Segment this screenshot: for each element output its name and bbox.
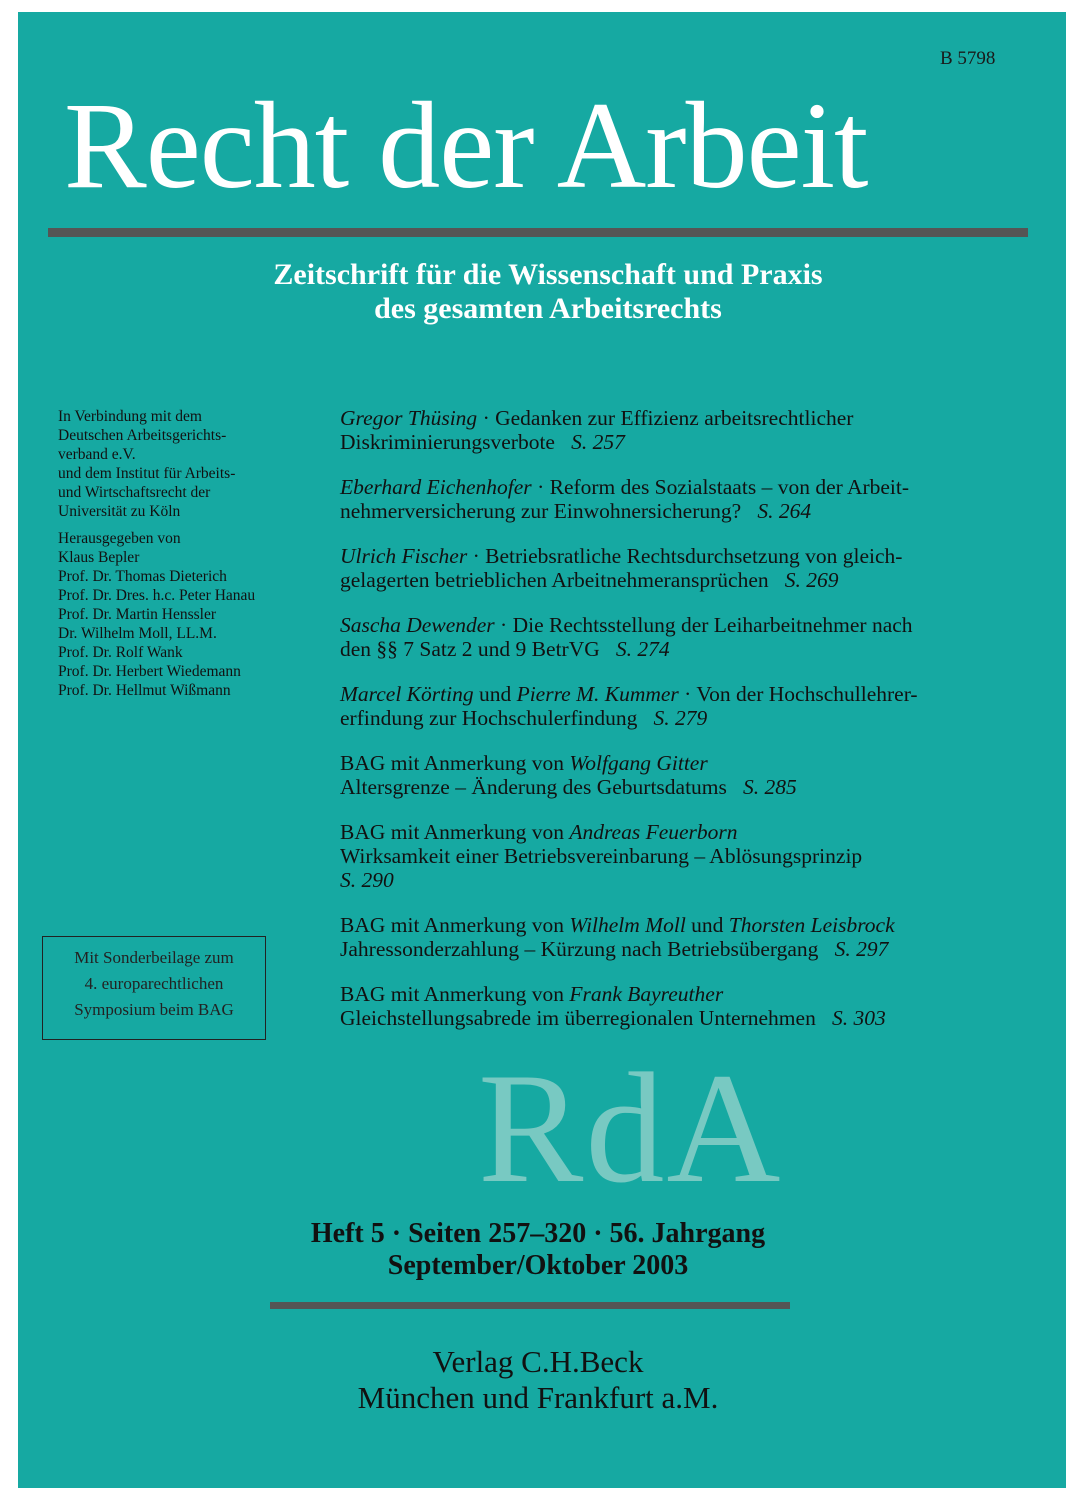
- article-title: · Reform des Sozialstaats – von der Arbeit-: [531, 475, 910, 499]
- editor-name: Prof. Dr. Rolf Wank: [58, 644, 183, 661]
- publisher-divider: [270, 1302, 790, 1309]
- article-author: Ulrich Fischer: [340, 544, 468, 568]
- editor-name: Prof. Dr. Hellmut Wißmann: [58, 682, 231, 699]
- article-entry: [340, 544, 990, 592]
- supplement-line: Symposium beim BAG: [74, 1000, 234, 1019]
- association-line: Deutschen Arbeitsgerichts-: [58, 427, 227, 444]
- page-ref: S. 285: [743, 775, 797, 799]
- journal-subtitle: [238, 258, 858, 326]
- association-line: verband e.V.: [58, 446, 136, 463]
- decision-annotator: Wolfgang Gitter: [569, 751, 708, 775]
- magazine-cover: [18, 12, 1066, 1488]
- article-entry: [340, 613, 990, 661]
- subtitle-line: des gesamten Arbeitsrechts: [374, 292, 722, 325]
- editor-name: Dr. Wilhelm Moll, LL.M.: [58, 625, 217, 642]
- article-title: · Gedanken zur Effizienz arbeitsrechtlicher: [477, 406, 854, 430]
- supplement-box: [42, 936, 266, 1040]
- page-ref: S. 264: [757, 499, 812, 523]
- editor-name: Prof. Dr. Martin Henssler: [58, 606, 216, 623]
- association-line: und dem Institut für Arbeits-: [58, 465, 236, 482]
- decision-entry: [340, 982, 990, 1030]
- issue-line: Heft 5 · Seiten 257–320 · 56. Jahrgang: [310, 1218, 766, 1249]
- article-author: Gregor Thüsing: [340, 406, 478, 430]
- article-title-cont: gelagerten betrieblichen Arbeitnehmeransprüchen: [340, 568, 769, 592]
- decision-topic: Gleichstellungsabrede im überregionalen Unternehmen: [340, 1006, 816, 1030]
- decision-entry: [340, 913, 990, 961]
- decision-annotator: Andreas Feuerborn: [569, 820, 738, 844]
- article-author: Sascha Dewender: [340, 613, 495, 637]
- publisher-info: [218, 1344, 858, 1416]
- article-title: · Betriebsratliche Rechtsdurchsetzung von gleich-: [467, 544, 903, 568]
- association-line: In Verbindung mit dem: [58, 408, 202, 425]
- subtitle-line: Zeitschrift für die Wissenschaft und Praxis: [273, 258, 823, 291]
- editor-name: Prof. Dr. Dres. h.c. Peter Hanau: [58, 587, 256, 604]
- editor-name: Prof. Dr. Herbert Wiedemann: [58, 663, 241, 680]
- journal-title: Recht der Arbeit: [64, 77, 868, 214]
- article-entry: [340, 682, 990, 730]
- association-block: [58, 407, 318, 521]
- association-line: und Wirtschaftsrecht der: [58, 484, 211, 501]
- article-title: · Von der Hochschullehrer-: [678, 682, 918, 706]
- editor-name: Klaus Bepler: [58, 549, 140, 566]
- decision-annotator: Thorsten Leisbrock: [728, 913, 895, 937]
- article-author: Pierre M. Kummer: [516, 682, 679, 706]
- page-ref: S. 257: [571, 430, 625, 454]
- decision-prefix: BAG mit Anmerkung von: [340, 913, 570, 937]
- page-ref: S. 303: [831, 1006, 886, 1030]
- editor-name: Prof. Dr. Thomas Dieterich: [58, 568, 227, 585]
- publisher-name: Verlag C.H.Beck: [432, 1344, 644, 1379]
- decision-prefix: BAG mit Anmerkung von: [340, 820, 570, 844]
- article-author: Marcel Körting: [340, 682, 474, 706]
- issue-info: [218, 1218, 858, 1282]
- decision-topic: Wirksamkeit einer Betriebsvereinbarung – Ablösungsprinzip: [340, 844, 863, 868]
- article-title-cont: nehmerversicherung zur Einwohnersicherung?: [340, 499, 742, 523]
- issn-code: B 5798: [940, 48, 996, 69]
- editorial-sidebar: [58, 407, 318, 708]
- decision-entry: [340, 751, 990, 799]
- editors-heading: Herausgegeben von: [58, 530, 181, 547]
- supplement-line: 4. europarechtlichen: [84, 974, 224, 993]
- decision-topic: Jahressonderzahlung – Kürzung nach Betriebsübergang: [340, 937, 819, 961]
- page-ref: S. 290: [340, 868, 394, 892]
- author-connector: und: [473, 682, 517, 706]
- association-line: Universität zu Köln: [58, 503, 181, 520]
- article-entry: [340, 475, 990, 523]
- editors-block: [58, 529, 318, 700]
- decision-topic: Altersgrenze – Änderung des Geburtsdatums: [340, 775, 727, 799]
- decision-prefix: BAG mit Anmerkung von: [340, 982, 570, 1006]
- decision-annotator: Wilhelm Moll: [569, 913, 686, 937]
- page-ref: S. 279: [653, 706, 708, 730]
- decision-annotator: Frank Bayreuther: [569, 982, 724, 1006]
- article-title: · Die Rechtsstellung der Leiharbeitnehmer nach: [494, 613, 913, 637]
- decision-entry: [340, 820, 990, 892]
- publisher-location: München und Frankfurt a.M.: [357, 1380, 719, 1415]
- decision-prefix: BAG mit Anmerkung von: [340, 751, 570, 775]
- issue-date: September/Oktober 2003: [387, 1250, 689, 1281]
- page-ref: S. 269: [784, 568, 839, 592]
- page-ref: S. 297: [834, 937, 889, 961]
- article-title-cont: erfindung zur Hochschulerfindung: [340, 706, 638, 730]
- supplement-line: Mit Sonderbeilage zum: [74, 948, 234, 967]
- page-ref: S. 274: [615, 637, 670, 661]
- annotator-connector: und: [685, 913, 729, 937]
- article-title-cont: Diskriminierungsverbote: [340, 430, 555, 454]
- article-author: Eberhard Eichenhofer: [340, 475, 532, 499]
- table-of-contents: [340, 406, 990, 1051]
- rda-logo: RdA: [478, 1041, 783, 1216]
- article-entry: [340, 406, 990, 454]
- article-title-cont: den §§ 7 Satz 2 und 9 BetrVG: [340, 637, 600, 661]
- title-divider: [48, 228, 1028, 237]
